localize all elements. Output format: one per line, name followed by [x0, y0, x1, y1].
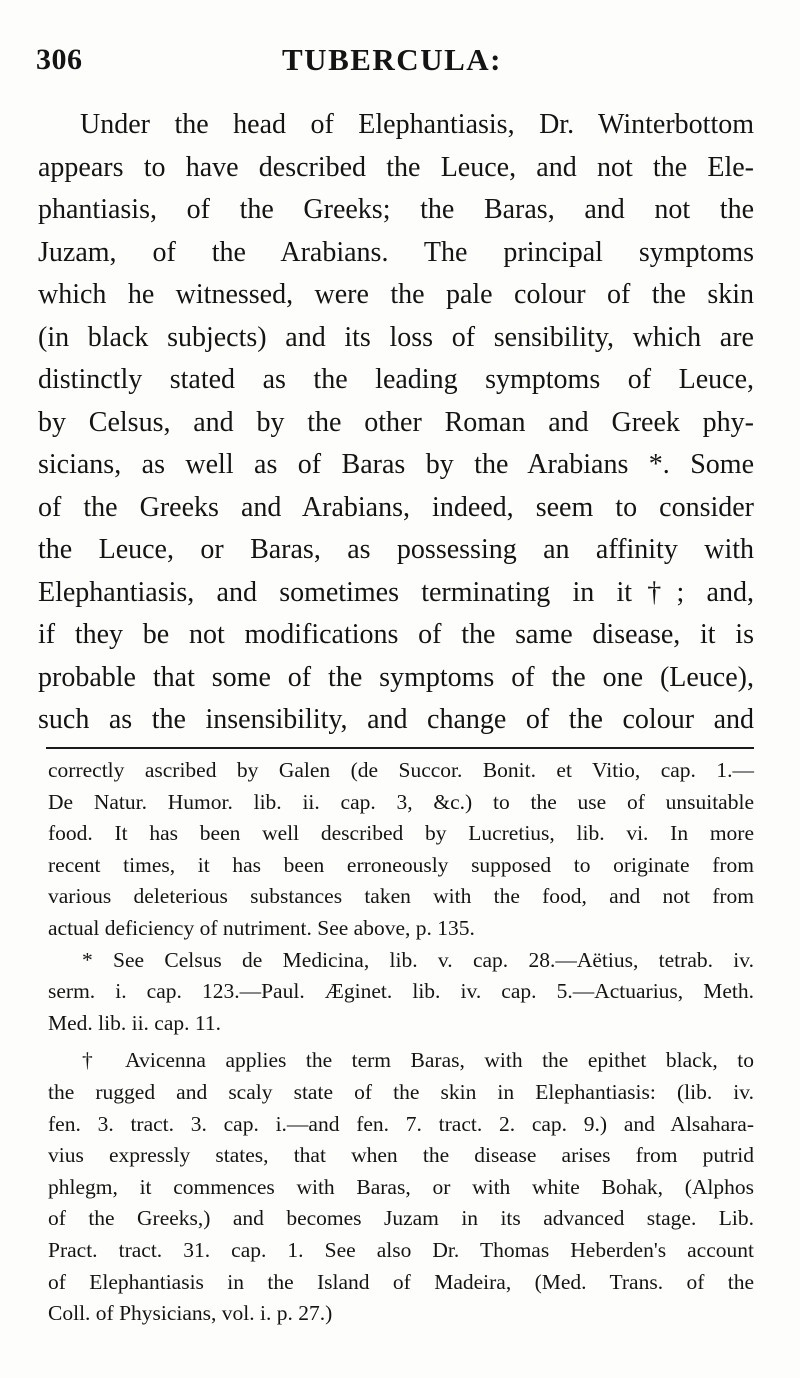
body-line: which he witnessed, were the pale colour of the skin: [38, 279, 754, 310]
body-line: the Leuce, or Baras, as possessing an affinity with: [38, 534, 754, 565]
footnote-dagger-line: fen. 3. tract. 3. cap. i.—and fen. 7. tract. 2. cap. 9.) and Alsahara-: [48, 1111, 754, 1136]
body-line: appears to have described the Leuce, and not the Ele-: [38, 151, 754, 183]
footnote-continuation-line: various deleterious substances taken with the food, and not from: [48, 884, 754, 909]
body-line: distinctly stated as the leading symptoms of Leuce,: [38, 364, 754, 395]
footnote-dagger-line: Pract. tract. 31. cap. 1. See also Dr. Thomas Heberden's account: [48, 1237, 754, 1262]
body-line: of the Greeks and Arabians, indeed, seem to consider: [38, 491, 754, 523]
footnote-dagger-line: the rugged and scaly state of the skin in Elephantiasis: (lib. iv.: [48, 1079, 754, 1104]
footnote-continuation-line: actual deficiency of nutriment. See above, p. 135.: [48, 915, 475, 940]
footnote-continuation-line: recent times, it has been erroneously supposed to originate from: [48, 852, 754, 877]
footnote-rule: [46, 747, 754, 749]
body-line: such as the insensibility, and change of the colour and: [38, 704, 754, 735]
footnote-dagger-line: † Avicenna applies the term Baras, with the epithet black, to: [82, 1048, 754, 1073]
footnote-dagger-line: vius expressly states, that when the disease arises from putrid: [48, 1143, 754, 1168]
page-header: [36, 40, 776, 84]
footnote-continuation-line: food. It has been well described by Lucretius, lib. vi. In more: [48, 821, 754, 846]
footnote-star-line: serm. i. cap. 123.—Paul. Æginet. lib. iv. cap. 5.—Actuarius, Meth.: [48, 979, 754, 1004]
body-line: (in black subjects) and its loss of sensibility, which are: [38, 321, 754, 353]
footnote-star-line: * See Celsus de Medicina, lib. v. cap. 28.—Aëtius, tetrab. iv.: [82, 947, 754, 972]
footnote-dagger-line: Coll. of Physicians, vol. i. p. 27.): [48, 1301, 333, 1326]
body-line: Elephantiasis, and sometimes terminating in it†; and,: [38, 576, 754, 608]
running-head: TUBERCULA:: [282, 42, 502, 77]
body-line: Under the head of Elephantiasis, Dr. Winterbottom: [80, 109, 754, 140]
footnote-continuation-line: correctly ascribed by Galen (de Succor. Bonit. et Vitio, cap. 1.—: [48, 758, 754, 782]
footnote-continuation-line: De Natur. Humor. lib. ii. cap. 3, &c.) to the use of unsuitable: [48, 789, 754, 814]
footnote-dagger-line: of Elephantiasis in the Island of Madeira, (Med. Trans. of the: [48, 1269, 754, 1294]
body-line: phantiasis, of the Greeks; the Baras, and not the: [38, 194, 754, 225]
body-line: if they be not modifications of the same disease, it is: [38, 619, 754, 650]
body-line: sicians, as well as of Baras by the Arabians *. Some: [38, 449, 754, 480]
body-text: [38, 104, 754, 742]
body-line: probable that some of the symptoms of the one (Leuce),: [38, 661, 754, 693]
page-number: 306: [36, 43, 83, 76]
body-line: Juzam, of the Arabians. The principal symptoms: [38, 236, 754, 268]
footnote-dagger-line: of the Greeks,) and becomes Juzam in its advanced stage. Lib.: [48, 1206, 754, 1231]
footnote-star-line: Med. lib. ii. cap. 11.: [48, 1010, 221, 1035]
footnotes: [48, 755, 754, 1330]
footnote-dagger-line: phlegm, it commences with Baras, or with white Bohak, (Alphos: [48, 1174, 754, 1199]
body-line: by Celsus, and by the other Roman and Greek phy-: [38, 406, 754, 438]
